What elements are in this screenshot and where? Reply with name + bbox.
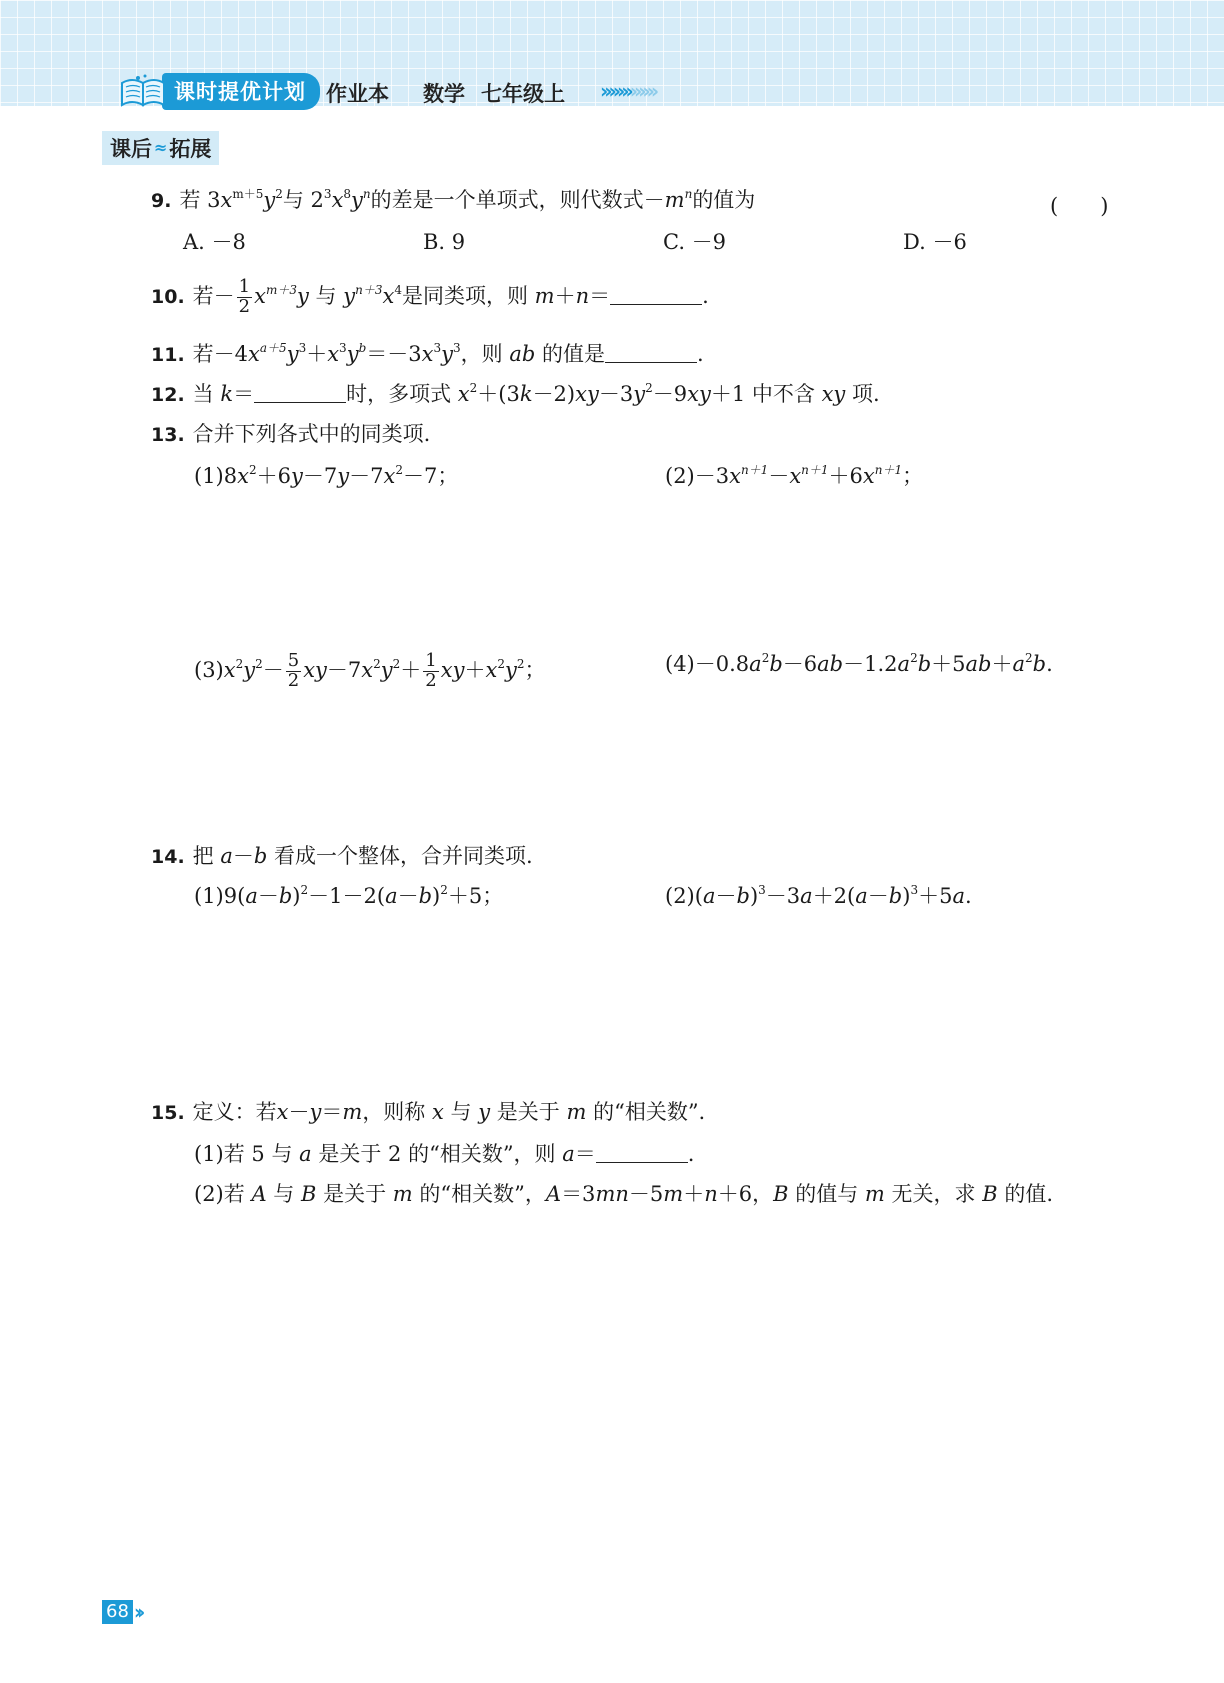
open-book-icon [118,73,168,109]
q13-part-1: $(1)8x^2+6y-7y-7x^2-7$； [194,463,459,488]
header-grade: 七年级上 [481,82,565,106]
q15-part-2: (2)若 A 与 B 是关于 m 的“相关数”，A＝3mn－5m＋n＋6，B 的值与 m 无关，求 B 的值. [194,1182,1054,1206]
q9-option-a[interactable]: A. －8 [183,230,246,254]
question-15: 15. 定义：若x－y＝m，则称 x 与 y 是关于 m 的“相关数”. [151,1100,706,1124]
q9-option-d[interactable]: D. －6 [903,230,967,254]
q9-option-b[interactable]: B. 9 [423,230,466,254]
section-tag: 课后 ≈ 拓展 [102,131,219,165]
q13-part-4: $(4)-0.8a^2b-6ab-1.2a^2b+5ab+a^2b$. [665,651,1053,676]
q15-part-1: (1)若 5 与 a 是关于 2 的“相关数”，则 a＝ . [194,1142,695,1166]
q11-answer-blank[interactable] [605,342,697,363]
q14-part-2: $(2)(a-b)^3-3a+2(a-b)^3+5a$. [665,883,972,908]
header-book: 作业本 [326,82,389,106]
question-10: 10. 若－ $\frac{1}{2}$ $x^{m+3}y$ 与 $y^{n+3}x^4$是同类项，则 m＋n＝ . [151,276,709,317]
chevron-right-icon: ›› [133,1600,141,1624]
question-12: 12. 当 k＝ 时，多项式 $x^2+(3k-2)xy-3y^2-9xy+1$ 中不含 xy 项. [151,381,880,406]
answer-parentheses[interactable]: ( ) [1050,194,1109,218]
q10-answer-blank[interactable] [610,284,702,305]
q9-option-c[interactable]: C. －9 [663,230,727,254]
question-14: 14. 把 a－b 看成一个整体，合并同类项. [151,844,533,868]
question-13: 13. 合并下列各式中的同类项. [151,422,431,446]
q14-part-1: $(1)9(a-b)^2-1-2(a-b)^2+5$； [194,883,504,908]
brand-logo [118,74,320,108]
q13-part-2: $(2)-3x^{n+1}-x^{n+1}+6x^{n+1}$； [665,463,924,488]
q12-answer-blank[interactable] [254,382,346,403]
wave-icon: ≈ [154,138,168,157]
question-9: 9. 若 $3x^{m+5}y^2$与 $2^3x^8y^n$的差是一个单项式，则代数式$-m^n$的值为 [151,187,756,212]
brand-title: 课时提优计划 [162,73,320,110]
q15-answer-blank[interactable] [596,1142,688,1163]
q13-part-3: $(3)x^2y^2-$ $\frac{5}{2}$ $xy-7x^2y^2+$ $\frac{1}{2}$ $xy+x^2y^2$； [194,650,546,691]
page-number: 68 ›› [102,1600,140,1624]
header-arrows: ››››››››››››› [600,79,656,103]
header-subject: 数学 [423,82,465,106]
question-11: 11. 若$-4x^{a+5}y^3+x^3y^b=-3x^3y^3$，则 ab 的值是 . [151,341,704,366]
